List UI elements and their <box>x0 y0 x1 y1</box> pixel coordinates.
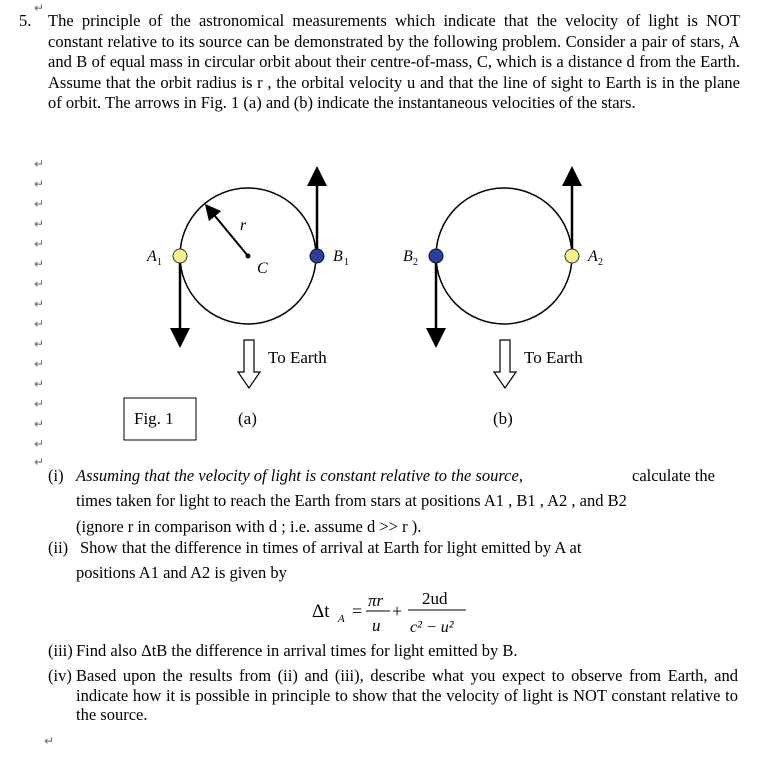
label-A1: A <box>147 248 157 265</box>
label-A1-sub: 1 <box>157 257 162 268</box>
label-B2-sub: 2 <box>413 257 418 268</box>
final-return-mark: ↵ <box>44 734 55 748</box>
eq-frac2-den: c² − u² <box>410 619 454 636</box>
orbit-b <box>436 188 572 324</box>
eq-plus: + <box>392 601 403 621</box>
label-A2: A <box>588 248 598 265</box>
part-iv-number: (iv) <box>48 666 72 685</box>
panel-b-label: (b) <box>493 409 513 428</box>
eq-lhs: Δt <box>312 601 330 622</box>
equation-delta-tA <box>300 586 500 642</box>
part-i-line3: (ignore r in comparison with d ; i.e. assume d >> r ). <box>76 517 422 536</box>
star-B2 <box>429 249 443 263</box>
eq-frac2-num: 2ud <box>422 589 448 608</box>
part-iii-text: Find also ΔtB the difference in arrival times for light emitted by B. <box>76 641 518 660</box>
eq-lhs-sub: A <box>338 613 345 625</box>
part-ii-number: (ii) <box>48 538 69 557</box>
label-C: C <box>257 260 268 277</box>
eq-frac1-num: πr <box>368 591 384 610</box>
star-B1 <box>310 249 324 263</box>
earth-arrow-a <box>238 340 260 388</box>
question-number: 5. <box>19 11 32 30</box>
centre-point <box>246 254 251 259</box>
label-r: r <box>240 217 247 234</box>
return-mark: ↵ <box>34 1 45 15</box>
part-ii-line1: Show that the difference in times of arrival at Earth for light emitted by A at <box>80 538 582 557</box>
part-ii-line2: positions A1 and A2 is given by <box>76 563 287 582</box>
figure-1 <box>0 160 779 450</box>
part-iv-text: Based upon the results from (ii) and (iii), describe what you expect to observe from Earth, and indicate how it is possible in principle to show that the velocity of light is NOT constant relative to the source. <box>76 666 738 724</box>
label-B1: B <box>333 248 343 265</box>
fig-caption: Fig. 1 <box>134 409 174 428</box>
part-i-number: (i) <box>48 466 64 485</box>
label-B1-sub: 1 <box>344 257 349 268</box>
eq-equals: = <box>352 601 363 621</box>
eq-frac1-den: u <box>372 616 381 635</box>
star-A2 <box>565 249 579 263</box>
label-B2: B <box>403 248 413 265</box>
to-earth-b: To Earth <box>524 348 583 367</box>
part-i-line2: times taken for light to reach the Earth from stars at positions A1 , B1 , A2 , and B2 <box>76 491 627 510</box>
question-intro: The principle of the astronomical measurements which indicate that the velocity of light is NOT constant relative to its source can be demonstrated by the following problem. Consider a pair of stars, A and B of equal mass in circular orbit about their centre-of-mass, C, which is a distance d from the Earth. Assume that the orbit radius is r , the orbital velocity u and that the line of sight to Earth is in the plane of orbit. The arrows in Fig. 1 (a) and (b) indicate the instantaneous velocities of the stars. <box>48 11 740 112</box>
to-earth-a: To Earth <box>268 348 327 367</box>
part-i-line1b: calculate the <box>632 466 715 485</box>
earth-arrow-b <box>494 340 516 388</box>
part-i-line1: Assuming that the velocity of light is constant relative to the source, <box>76 466 523 485</box>
part-iii-number: (iii) <box>48 641 73 660</box>
label-A2-sub: 2 <box>598 257 603 268</box>
panel-a-label: (a) <box>238 409 257 428</box>
star-A1 <box>173 249 187 263</box>
